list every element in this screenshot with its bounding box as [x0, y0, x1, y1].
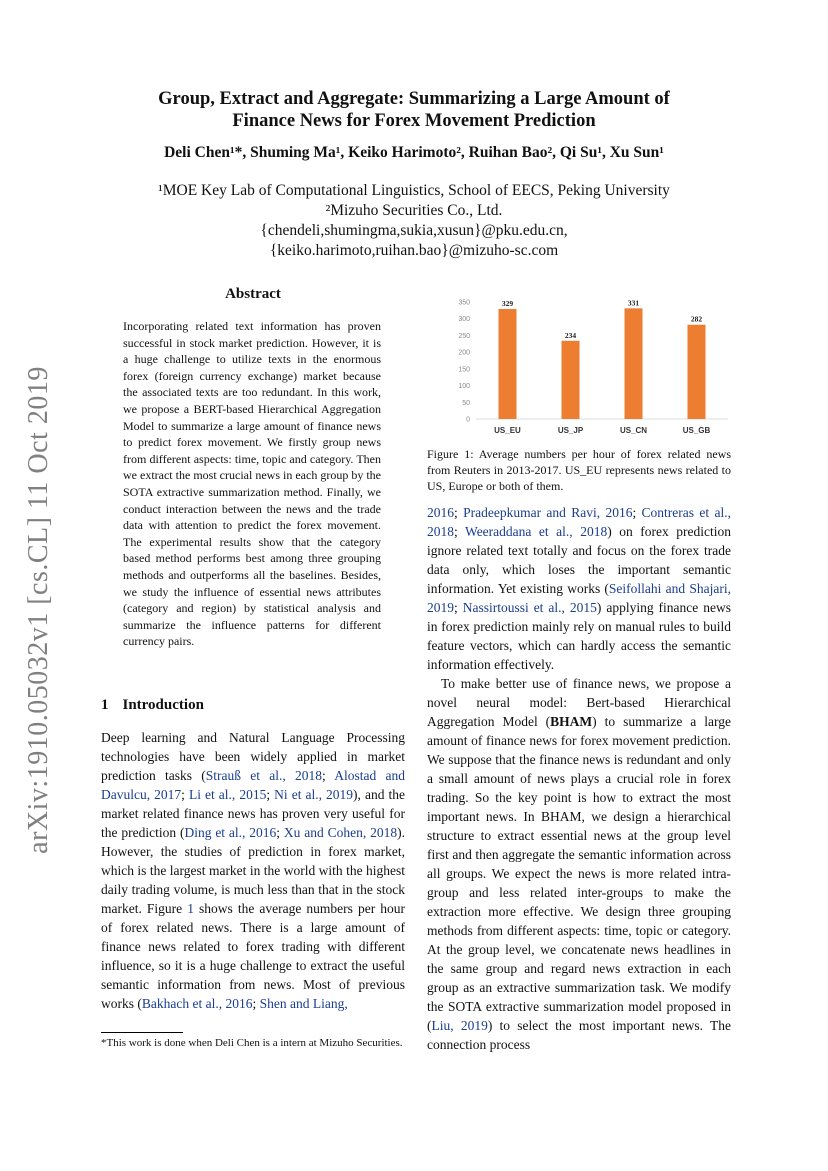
- citation-link[interactable]: Seifollahi and Shajari, 2019: [427, 581, 731, 615]
- abstract-text: Incorporating related text information has proven successful in stock market prediction. However, it is a huge challenge to utilize texts in the enormous forex (foreign currency exchange) market because the associated texts are too redundant. In this work, we propose a BERT-based Hierarchical Aggregation Model to summarize a large amount of finance news to predict forex movement. We firstly group news from different aspects: time, topic and category. Then we extract the most crucial news in each group by the SOTA extractive summarization method. Finally, we conduct interaction between the news and the trade data with attention to predict the forex movement. The experimental results show that the category based method performs best among three grouping methods and outperforms all the baselines. Besides, we study the influence of essential news attributes (category and region) by statistical analysis and summarize the influence patterns for different currency pairs.: [123, 319, 381, 649]
- paper-title: [60, 88, 768, 132]
- affiliation-line: ¹MOE Key Lab of Computational Linguistics, School of EECS, Peking University: [158, 182, 670, 199]
- text-run: ;: [454, 600, 463, 615]
- text-run: ;: [276, 825, 284, 840]
- data-label: 234: [564, 330, 577, 340]
- section-heading-introduction: [101, 697, 204, 714]
- citation-link[interactable]: Weeraddana et al., 2018: [465, 524, 608, 539]
- intro-text: [101, 728, 405, 1013]
- footnote-rule: [101, 1032, 183, 1033]
- citation-link[interactable]: 2016: [427, 505, 454, 520]
- text-run: ) applying finance news in forex prediction mainly rely on manual rules to build feature vectors, which can hardly access the semantic information effectively.: [427, 600, 731, 672]
- citation-link[interactable]: Shen and Liang,: [259, 996, 348, 1011]
- text-run: ) to select the most important news. The connection process: [427, 1018, 731, 1052]
- section-title: Introduction: [122, 697, 204, 713]
- citation-link[interactable]: Li et al., 2015: [188, 787, 267, 802]
- text-run: ), and the market related finance news has proven very useful for the prediction (: [101, 787, 405, 840]
- data-label: 331: [627, 298, 640, 308]
- text-run: Deep learning and Natural Language Processing technologies have been widely applied in market prediction tasks (: [101, 730, 405, 783]
- figure-caption: Figure 1: Average numbers per hour of forex related news from Reuters in 2013-2017. US_EU represents news related to US, Europe or both of them.: [427, 447, 731, 493]
- text-run: ;: [454, 524, 466, 539]
- y-tick-label: 50: [462, 399, 470, 407]
- right-column-text: [427, 503, 731, 1054]
- bar: [625, 308, 643, 419]
- introduction-paragraph: [101, 728, 405, 1013]
- bar: [499, 309, 517, 419]
- email-line: {keiko.harimoto,ruihan.bao}@mizuho-sc.com: [269, 242, 559, 259]
- citation-link[interactable]: Pradeepkumar and Ravi, 2016: [463, 505, 633, 520]
- arxiv-side-label: [22, 366, 56, 854]
- text-run: ;: [252, 996, 260, 1011]
- text-run: ;: [266, 787, 275, 802]
- data-label: 282: [690, 314, 703, 324]
- text-run: ;: [632, 505, 642, 520]
- citation-link[interactable]: Ding et al., 2016: [184, 825, 277, 840]
- abstract-heading: Abstract: [225, 286, 281, 302]
- text-run: ;: [321, 768, 335, 783]
- citation-link[interactable]: Strauß et al., 2018: [205, 768, 322, 783]
- model-name: BHAM: [550, 714, 593, 729]
- y-tick-label: 200: [458, 349, 470, 357]
- affiliations: [60, 181, 768, 261]
- paragraph: [427, 674, 731, 1054]
- data-label: 329: [501, 299, 514, 309]
- bar: [688, 325, 706, 419]
- citation-link[interactable]: Nassirtoussi et al., 2015: [462, 600, 597, 615]
- y-tick-label: 250: [458, 332, 470, 340]
- text-run: ) on forex prediction ignore related text totally and focus on the forex trade data only, which loses the important semantic information. Yet existing works (: [427, 524, 731, 596]
- y-tick-label: 100: [458, 383, 470, 391]
- section-number: 1: [101, 697, 109, 713]
- y-tick-label: 0: [466, 416, 470, 424]
- text-run: To make better use of finance news, we propose a novel neural model: Bert-based Hierarchical Aggregation Model (: [427, 676, 731, 729]
- text-run: ;: [181, 787, 189, 802]
- citation-link[interactable]: Xu and Cohen, 2018: [283, 825, 398, 840]
- text-run: ;: [454, 505, 464, 520]
- bar-chart: [440, 292, 732, 442]
- x-tick-label: US_CN: [619, 426, 648, 435]
- arxiv-id-text: arXiv:1910.05032v1 [cs.CL] 11 Oct 2019: [23, 366, 54, 854]
- citation-link[interactable]: Ni et al., 2019: [274, 787, 354, 802]
- citation-link[interactable]: Alostad and Davulcu, 2017: [101, 768, 405, 802]
- x-tick-label: US_JP: [557, 426, 584, 435]
- x-tick-label: US_EU: [494, 426, 521, 435]
- citation-link[interactable]: Contreras et al., 2018: [427, 505, 731, 539]
- figure-ref-link[interactable]: 1: [187, 901, 194, 916]
- text-run: ) to summarize a large amount of finance news for forex movement prediction. We suppose that the finance news is redundant and only a small amount of news plays a crucial role in forex trading. So the key point is how to extract the most important news. In BHAM, we design a hierarchical structure to extract essential news at the group level first and then aggregate the semantic information across all groups. We expect the news is more related intra-group and less related inter-groups to make the extraction more effective. We design three grouping methods from different aspects: time, topic or category. At the group level, we concatenate news headlines in the same group and regard news extraction in each group as an extractive summarization task. We modify the SOTA extractive summarization model proposed in (: [427, 714, 731, 1033]
- text-run: ). However, the studies of prediction in forex market, which is the largest market in the world with the highest daily trading volume, is much less than that in the stock market. Figure: [101, 825, 405, 916]
- title-line-2: Finance News for Forex Movement Prediction: [232, 111, 596, 131]
- paragraph: [427, 503, 731, 674]
- footnote: *This work is done when Deli Chen is a intern at Mizuho Securities.: [101, 1037, 403, 1049]
- y-tick-label: 150: [458, 366, 470, 374]
- x-tick-label: US_GB: [682, 426, 711, 435]
- author-list: Deli Chen¹*, Shuming Ma¹, Keiko Harimoto², Ruihan Bao², Qi Su¹, Xu Sun¹: [164, 144, 664, 161]
- title-line-1: Group, Extract and Aggregate: Summarizing a Large Amount of: [158, 89, 670, 109]
- citation-link[interactable]: Bakhach et al., 2016: [141, 996, 253, 1011]
- y-tick-label: 300: [458, 316, 470, 324]
- affiliation-line: ²Mizuho Securities Co., Ltd.: [325, 202, 503, 219]
- y-tick-label: 350: [458, 299, 470, 307]
- citation-link[interactable]: Liu, 2019: [431, 1018, 488, 1033]
- email-line: {chendeli,shumingma,sukia,xusun}@pku.edu.cn,: [260, 222, 568, 239]
- text-run: shows the average numbers per hour of forex related news. There is a large amount of finance news related to forex trading with different influence, so it is a huge challenge to extract the useful semantic information from news. Most of previous works (: [101, 901, 405, 1011]
- bar: [562, 341, 580, 419]
